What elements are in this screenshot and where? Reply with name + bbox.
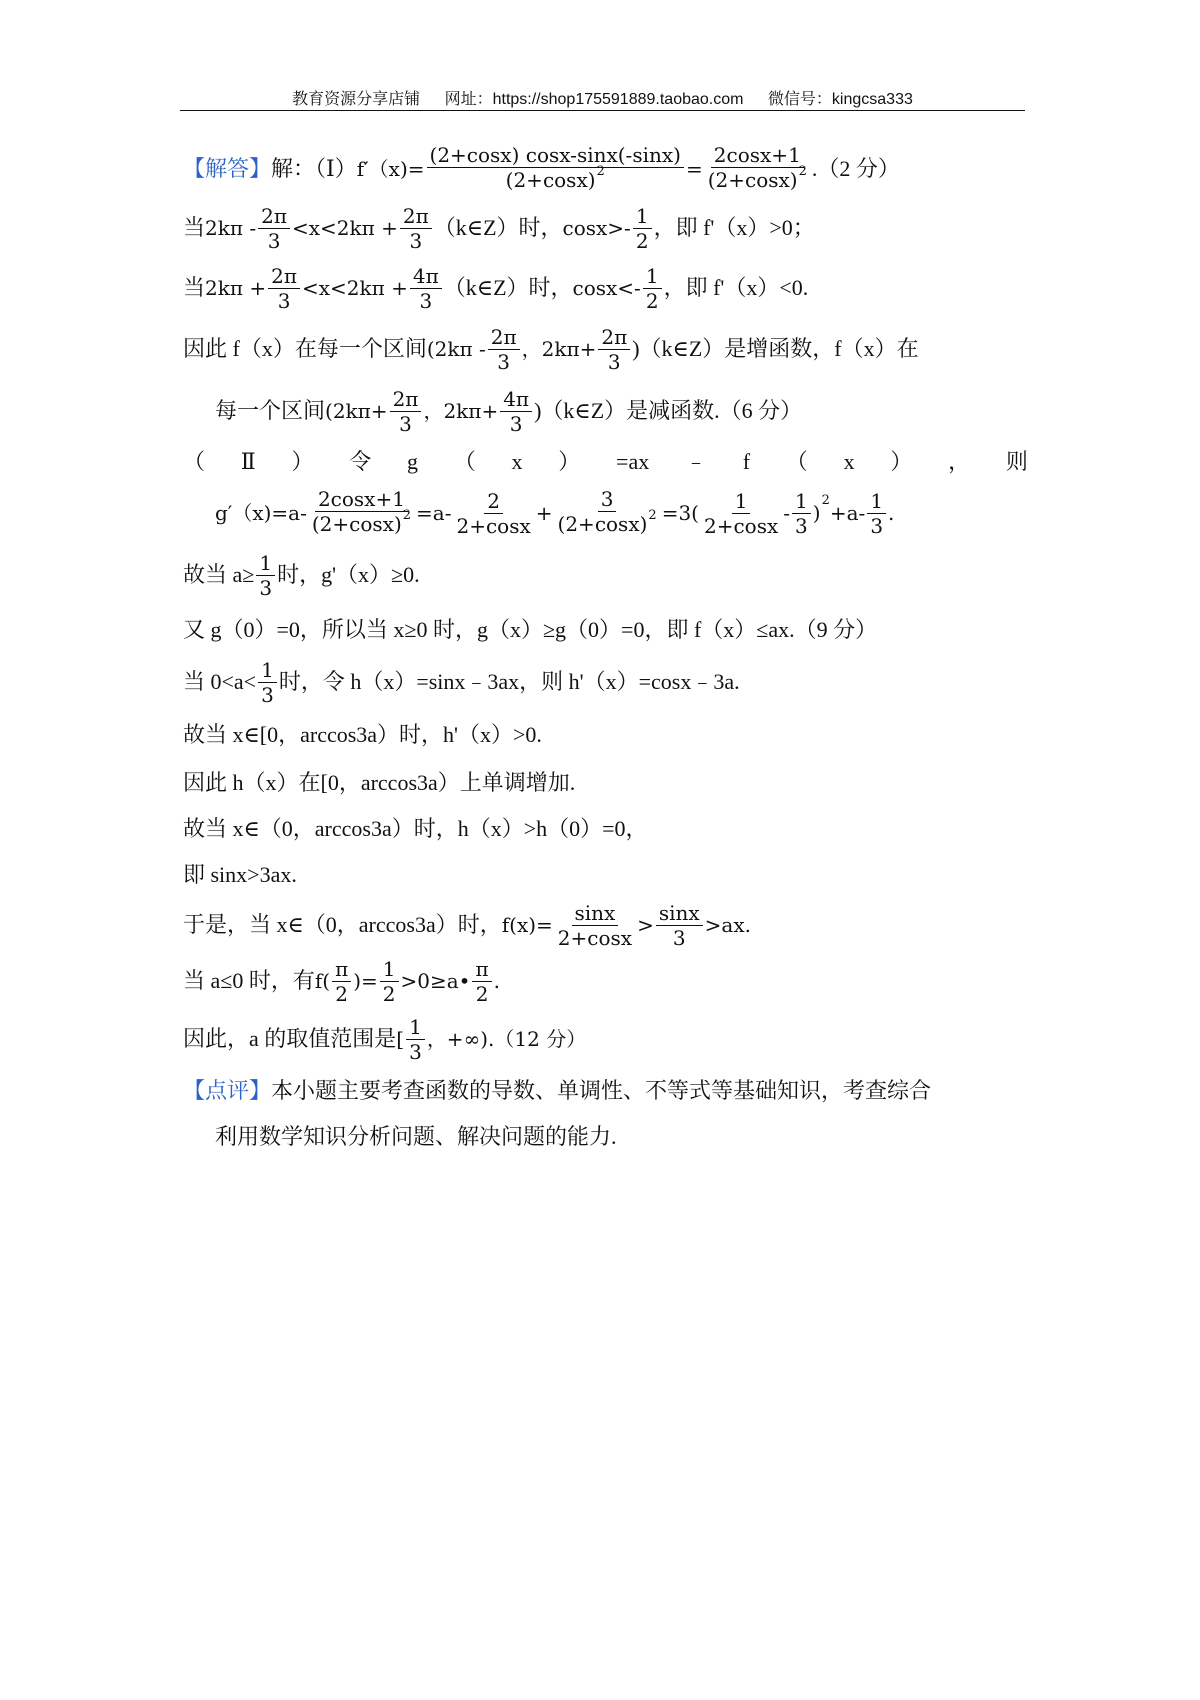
answer-line-10 — [183, 654, 1028, 710]
comment-text: 本小题主要考查函数的导数、单调性、不等式等基础知识，考查综合 — [271, 1078, 932, 1103]
url-label: 网址： — [444, 91, 493, 108]
fraction — [309, 487, 414, 540]
fraction — [500, 387, 532, 436]
fraction-denominator: 2 — [645, 288, 659, 313]
den-text: (2+cosx) — [505, 167, 596, 192]
fraction-numerator: 1 — [633, 204, 652, 229]
expr-text: 2kπ + — [205, 276, 267, 300]
expr-text: - — [783, 501, 791, 525]
header-divider — [180, 110, 1025, 111]
text: 故当 x∈[0，arccos3a）时，h'（x）>0. — [183, 722, 542, 747]
wechat-id: kingcsa333 — [831, 91, 913, 108]
answer-line-9 — [183, 606, 1028, 654]
fraction — [258, 658, 277, 707]
fraction — [332, 957, 351, 1006]
justified-token: （ — [453, 449, 476, 474]
justified-token: （ — [183, 449, 206, 474]
fraction — [268, 264, 300, 313]
expr-text: g′（x)=a- — [215, 501, 307, 525]
fraction-numerator: 1 — [256, 551, 275, 576]
text: 于是，当 x∈（0，arccos3a）时， — [183, 912, 502, 937]
fraction-numerator: 1 — [406, 1015, 425, 1040]
answer-line-5 — [183, 380, 1028, 442]
answer-line-11 — [183, 710, 1028, 760]
text: 又 g（0）=0，所以当 x≥0 时，g（x）≥g（0）=0，即 f（x）≤ax.（9 分） — [183, 617, 878, 642]
fraction-numerator: π — [472, 957, 491, 982]
fraction-denominator — [555, 507, 660, 540]
fraction — [453, 489, 533, 538]
fraction-denominator: 3 — [870, 513, 884, 538]
answer-line-15 — [183, 898, 1028, 952]
fraction-numerator: 2π — [598, 325, 630, 350]
den-text: (2+cosx) — [311, 511, 402, 536]
text: 当 0<a< — [183, 669, 257, 694]
exponent: 2 — [798, 163, 807, 179]
wechat-text — [768, 91, 913, 108]
comment-text: 利用数学知识分析问题、解决问题的能力. — [215, 1124, 617, 1149]
fraction — [643, 264, 662, 313]
justified-token: g — [407, 449, 418, 474]
fraction — [555, 487, 660, 540]
fraction-denominator: 2 — [475, 981, 489, 1006]
fraction — [406, 1015, 425, 1064]
fraction — [792, 489, 811, 538]
gprime-expression — [215, 487, 894, 540]
fraction-numerator: 2π — [390, 387, 422, 412]
expr-text: f(x)= — [501, 913, 553, 937]
text: )（k∈Z）是减函数.（6 分） — [534, 398, 803, 423]
text: 当 a≤0 时，有 — [183, 968, 315, 993]
text: 因此，a 的取值范围是 — [183, 1026, 397, 1051]
fraction-denominator: 3 — [607, 349, 621, 374]
fraction-denominator: 2+cosx — [456, 513, 531, 538]
fraction-numerator: 2π — [258, 204, 290, 229]
fraction-denominator: 3 — [277, 288, 291, 313]
justified-token: =ax — [616, 449, 650, 474]
fraction — [427, 143, 684, 196]
answer-line-3 — [183, 258, 1028, 318]
den-text: (2+cosx) — [707, 167, 798, 192]
fraction-denominator: 3 — [509, 411, 523, 436]
answer-line-4 — [183, 318, 1028, 380]
exponent: 2 — [648, 507, 657, 523]
fraction-numerator: 1 — [258, 658, 277, 683]
fraction-numerator: 1 — [380, 957, 399, 982]
comment-line-1 — [183, 1068, 1028, 1114]
fraction — [256, 551, 275, 600]
justified-token: （ — [785, 449, 808, 474]
answer-line-17 — [183, 1010, 1028, 1068]
text: 故当 x∈（0，arccos3a）时，h（x）>h（0）=0， — [183, 816, 648, 841]
fraction-denominator: 3 — [795, 513, 808, 538]
inequality-expression — [315, 957, 500, 1006]
fraction — [867, 489, 886, 538]
expr-text: + — [535, 501, 553, 525]
page-header — [180, 86, 1025, 109]
fraction-numerator: 4π — [410, 264, 442, 289]
fraction — [488, 325, 520, 374]
fraction-numerator: 1 — [867, 489, 886, 514]
interval-expression — [205, 264, 444, 313]
condition-text: （k∈Z）时， — [443, 275, 573, 300]
answer-line-6 — [183, 442, 1028, 482]
score-note: .（2 分） — [811, 156, 900, 181]
fraction-numerator: 2π — [400, 204, 432, 229]
expr-text: f( — [314, 969, 331, 993]
url-link[interactable]: https://shop175591889.taobao.com — [492, 91, 744, 108]
exponent: 2 — [821, 493, 830, 508]
fraction-denominator — [309, 507, 414, 540]
fraction-denominator: 3 — [409, 228, 423, 253]
exponent: 2 — [596, 163, 605, 179]
answer-line-13 — [183, 806, 1028, 852]
fraction-numerator: π — [332, 957, 351, 982]
part-one-prefix: 解：（Ⅰ） — [271, 156, 357, 181]
answer-line-8 — [183, 544, 1028, 606]
fraction — [701, 489, 781, 538]
wechat-label: 微信号： — [767, 91, 832, 108]
text: 时，g'（x）≥0. — [277, 562, 420, 587]
fraction — [410, 264, 442, 313]
expr-text: ，2kπ+ — [521, 337, 597, 361]
answer-label: 【解答】 — [183, 156, 272, 181]
conclusion-text: ，即 f'（x）>0； — [653, 215, 815, 240]
fraction-denominator: 2+cosx — [557, 925, 633, 950]
fraction-denominator — [503, 163, 608, 196]
comment-line-2 — [183, 1114, 1028, 1160]
expr-text: ，2kπ+ — [423, 399, 499, 423]
comment-label: 【点评】 — [183, 1078, 272, 1103]
text: 即 sinx>3ax. — [183, 862, 297, 887]
expr-text: =a- — [416, 501, 452, 525]
fraction — [555, 901, 635, 950]
text: )（k∈Z）是增函数，f（x）在 — [632, 336, 919, 361]
fraction — [472, 957, 491, 1006]
expr-text: [ — [396, 1027, 405, 1051]
fraction-numerator: 2cosx+1 — [315, 487, 408, 512]
justified-token: ） — [291, 449, 314, 474]
expr-text: 2kπ - — [205, 216, 257, 240]
fraction-numerator: sinx — [656, 901, 703, 926]
exponent: 2 — [402, 507, 412, 523]
range-expression — [396, 1015, 586, 1064]
interval-expression — [325, 387, 534, 436]
fraction-numerator: 2 — [484, 489, 503, 514]
fraction-numerator: 1 — [732, 489, 751, 514]
answer-line-12 — [183, 760, 1028, 806]
interval-expression — [427, 325, 632, 374]
fraction-numerator: 2π — [268, 264, 300, 289]
justified-token: Ⅱ — [240, 449, 256, 474]
expr-text: . — [493, 969, 500, 993]
fraction — [258, 204, 290, 253]
fraction-numerator: 3 — [598, 487, 617, 512]
fraction-numerator: sinx — [572, 901, 619, 926]
fraction-denominator: 3 — [267, 228, 281, 253]
answer-line-14 — [183, 852, 1028, 898]
fraction-denominator: 2 — [635, 228, 649, 253]
inequality-expression — [502, 901, 751, 950]
den-text: (2+cosx) — [557, 511, 648, 536]
fraction — [380, 957, 399, 1006]
justified-token: x — [511, 449, 523, 474]
text: 故当 a≥ — [183, 562, 255, 587]
text: 每一个区间 — [215, 398, 326, 423]
justified-token: ， — [948, 449, 971, 474]
justified-token: 则 — [1005, 449, 1028, 474]
solution-body — [183, 140, 1028, 1160]
expr-text: cosx<- — [572, 276, 641, 300]
answer-line-16 — [183, 952, 1028, 1010]
fraction-denominator: 2 — [335, 981, 348, 1006]
when-text: 当 — [183, 275, 206, 300]
expr-text: =3( — [661, 501, 699, 525]
fraction-denominator: 3 — [497, 349, 511, 374]
fraction-numerator: 2cosx+1 — [711, 143, 804, 168]
expr-text: (2kπ+ — [325, 399, 388, 423]
justified-token: x — [843, 449, 855, 474]
fraction — [656, 901, 703, 950]
fraction-numerator: 1 — [643, 264, 662, 289]
condition-text: （k∈Z）时， — [433, 215, 563, 240]
text: 时，令 h（x）=sinx﹣3ax，则 h'（x）=cosx﹣3a. — [278, 669, 740, 694]
fraction-numerator: 1 — [792, 489, 811, 514]
fraction-denominator: 3 — [399, 411, 412, 436]
conclusion-text: ，即 f'（x）<0. — [663, 275, 809, 300]
derivative-expression — [357, 143, 812, 196]
fraction-denominator: 2+cosx — [703, 513, 779, 538]
expr-text: cosx>- — [562, 216, 631, 240]
fraction-denominator: 3 — [261, 682, 274, 707]
expr-text: ，+∞).（12 分） — [426, 1027, 587, 1051]
expr-text: +a- — [829, 501, 866, 525]
fraction-denominator — [705, 163, 810, 196]
fraction-denominator: 3 — [259, 575, 273, 600]
equals: = — [685, 157, 703, 181]
text: 因此 h（x）在[0，arccos3a）上单调增加. — [183, 770, 576, 795]
answer-line-1 — [183, 140, 1028, 198]
interval-expression — [205, 204, 434, 253]
when-text: 当 — [183, 215, 206, 240]
expr-text: )= — [353, 969, 378, 993]
expr-text: <x<2kπ + — [292, 216, 398, 240]
fraction-numerator: (2+cosx) cosx-sinx(-sinx) — [427, 143, 684, 168]
fprime-text: f′（x)= — [356, 157, 425, 181]
answer-line-2 — [183, 198, 1028, 258]
url-text — [445, 91, 744, 108]
expr-text: <x<2kπ + — [302, 276, 408, 300]
justified-token: ） — [558, 449, 581, 474]
justified-token: ） — [890, 449, 913, 474]
fraction-denominator: 3 — [419, 288, 433, 313]
fraction-denominator: 3 — [409, 1039, 422, 1064]
answer-line-7 — [183, 482, 1028, 544]
expr-text: >0≥a• — [400, 969, 471, 993]
fraction — [633, 204, 652, 253]
justified-text — [183, 445, 1028, 479]
fraction — [400, 204, 432, 253]
fraction-numerator: 4π — [500, 387, 532, 412]
cos-inequality — [573, 264, 664, 313]
expr-text: > — [637, 913, 654, 937]
fraction — [598, 325, 630, 374]
expr-text: . — [888, 501, 895, 525]
fraction-denominator: 2 — [382, 981, 396, 1006]
text: 因此 f（x）在每一个区间 — [183, 336, 427, 361]
cos-inequality — [563, 204, 654, 253]
expr-text: >ax. — [704, 913, 751, 937]
expr-text: ) — [812, 501, 821, 525]
justified-token: f — [742, 449, 751, 474]
shop-name: 教育资源分享店铺 — [292, 91, 421, 108]
expr-text: (2kπ - — [426, 337, 486, 361]
fraction — [705, 143, 810, 196]
fraction — [390, 387, 422, 436]
justified-token: ﹣ — [684, 449, 707, 474]
fraction-numerator: 2π — [488, 325, 520, 350]
fraction-denominator: 3 — [672, 925, 686, 950]
justified-token: 令 — [349, 449, 372, 474]
